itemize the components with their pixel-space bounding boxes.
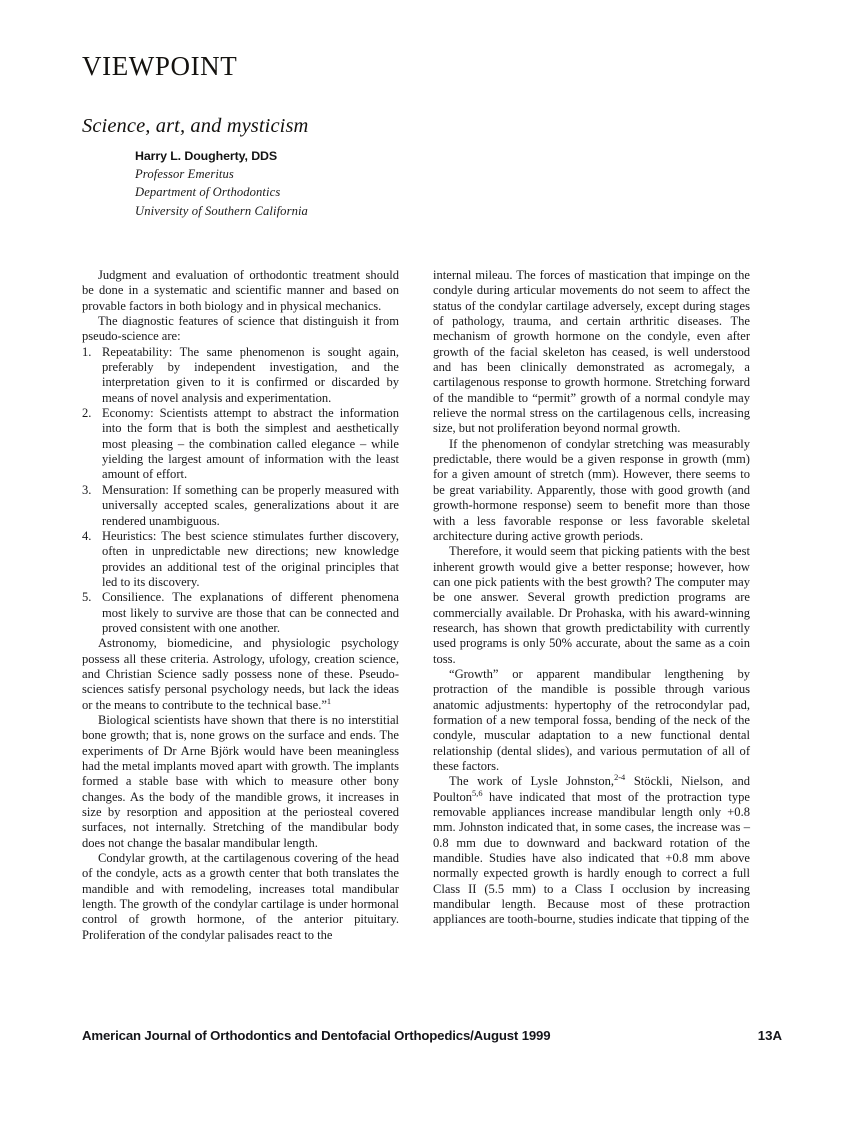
reference-marker: 1 [326,696,332,706]
author-affiliation-line-1: Professor Emeritus [135,166,234,181]
list-item [82,406,399,483]
list-item-number: 5. [82,590,92,605]
list-item-text: Economy: Scientists attempt to abstract the information into the form that is both the simplest and aesthetically most pleasing – the combination called elegance – while yielding the largest amount of information with the least amount of effort. [102,406,399,482]
masthead [82,52,782,138]
paragraph [433,774,750,927]
paragraph-text: Stöckli, Nielson, and Poulton [433,774,750,804]
list-item-text: Consilience. The explanations of different phenomena most likely to survive are those that can be connected and proved consistent with one another. [102,590,399,635]
list-item [82,345,399,406]
list-item-number: 2. [82,406,92,421]
left-column [82,268,399,943]
author-affiliation-line-2: Department of Orthodontics [135,185,281,200]
paragraph: If the phenomenon of condylar stretching was measurably predictable, there would be a given response in growth (mm) for a given amount of stretch (mm). However, there seems to be great variability. Apparently, those with good growth (and growth-hormone response) seem to benefit more than those with a less favorable response or less favorable skeletal architecture during active growth periods. [433,436,750,543]
author-affiliation-line-3: University of Southern California [135,203,308,218]
list-item-text: Heuristics: The best science stimulates further discovery, often in unpredictable new directions; new knowledge provides an additional test of the original principles that led to its discovery. [102,528,399,589]
author-name: Harry L. Dougherty, DDS [135,149,278,163]
list-item-number: 1. [82,344,92,359]
section-label: VIEWPOINT [82,51,238,81]
list-item-number: 3. [82,482,92,497]
paragraph: The diagnostic features of science that distinguish it from pseudo-science are: [82,314,399,344]
paragraph [82,636,399,713]
criteria-list [82,345,399,637]
author-block [135,148,555,220]
list-item [82,590,399,636]
paragraph: “Growth” or apparent mandibular lengthening by protraction of the mandible is possible through various anatomic adjustments: hypertophy of the retrocondylar pad, formation of a new temporal fossa, bending of the neck of the condyle, muscular adaptation to a new functional dental relationship (dental slides), and various permutation of all of these factors. [433,666,750,773]
article-title: Science, art, and mysticism [82,114,309,137]
paragraph: Biological scientists have shown that there is no interstitial bone growth; that is, none grows on the surface and ends. The experiments of Dr Arne Björk would have been meaningless had the metal implants moved apart with growth. The implants formed a stable base with which to measure other bony changes. As the body of the mandible grows, it increases in size by resorption and apposition at the periosteal covered surfaces, not internally. Stretching of the mandibular body does not change the basalar mandibular length. [82,712,399,850]
paragraph-text: Astronomy, biomedicine, and physiologic psychology possess all these criteria. Astrology, ufology, creation science, and Christian Science sadly possess none of these. Pseudo-sciences satisfy personal psychology needs, but lack the ideas or the means to contribute to the technical base.” [82,636,399,712]
reference-marker: 5,6 [472,788,483,798]
footer-page-number: 13A [757,1028,782,1043]
list-item [82,529,399,590]
list-item-number: 4. [82,528,92,543]
list-item-text: Mensuration: If something can be properly measured with universally accepted scales, generalizations about it are rendered unambiguous. [102,482,399,528]
right-column [433,268,750,928]
list-item-text: Repeatability: The same phenomenon is sought again, preferably by independent investigation, and the interpretation given to it is confirmed or discarded by means of novel analysis and experimentation. [102,344,399,405]
paragraph: internal mileau. The forces of mastication that impinge on the condyle during articular movements do not seem to affect the status of the condylar cartilage adversely, except during stages of pathology, trauma, and certain arthritic diseases. The mechanism of growth hormone on the condyle, even after growth of the facial skeleton has ceased, is well understood and has been clinically demonstrated as acromegaly, a cartilagenous response to growth hormone. Stretching forward of the mandible to “permit” growth of a normal condyle may relieve the normal stress on the cartilagenous cells, increasing size, but not proliferation beyond normal growth. [433,268,750,436]
list-item [82,483,399,529]
paragraph-text: The work of Lysle Johnston, [449,774,615,789]
paragraph: Condylar growth, at the cartilagenous covering of the head of the condyle, acts as a growth center that both translates the mandible and with remodeling, increases total mandibular length. The growth of the condylar cartilage is under hormonal control of growth hormone, of the anterior pituitary. Proliferation of the condylar palisades react to the [82,851,399,942]
page-footer [82,1028,782,1043]
footer-journal-line: American Journal of Orthodontics and Dentofacial Orthopedics/August 1999 [82,1028,551,1043]
paragraph-text: have indicated that most of the protraction type removable appliances increase mandibular length only +0.8 mm. Johnston indicated that, in some cases, the increase was –0.8 mm due to downward and backward rotation of the mandible. Studies have also indicated that +0.8 mm above normally expected growth is hardly enough to correct a full Class II (5.5 mm) to a Class I occlusion by increasing mandibular length. Because most of these protraction appliances are tooth-bourne, studies indicate that tipping of the [433,789,750,927]
body-columns [82,268,782,1008]
paragraph: Therefore, it would seem that picking patients with the best inherent growth would give a better response; however, how can one pick patients with the best growth? The computer may be one answer. Several growth prediction programs are commercially available. Dr Prohaska, with his award-winning research, has shown that growth predictability with currently used programs is only 50% accurate, about the same as a coin toss. [433,544,750,666]
reference-marker: 2-4 [614,773,626,783]
paragraph: Judgment and evaluation of orthodontic treatment should be done in a systematic and scientific manner and based on provable factors in both biology and in physical mechanics. [82,268,399,313]
